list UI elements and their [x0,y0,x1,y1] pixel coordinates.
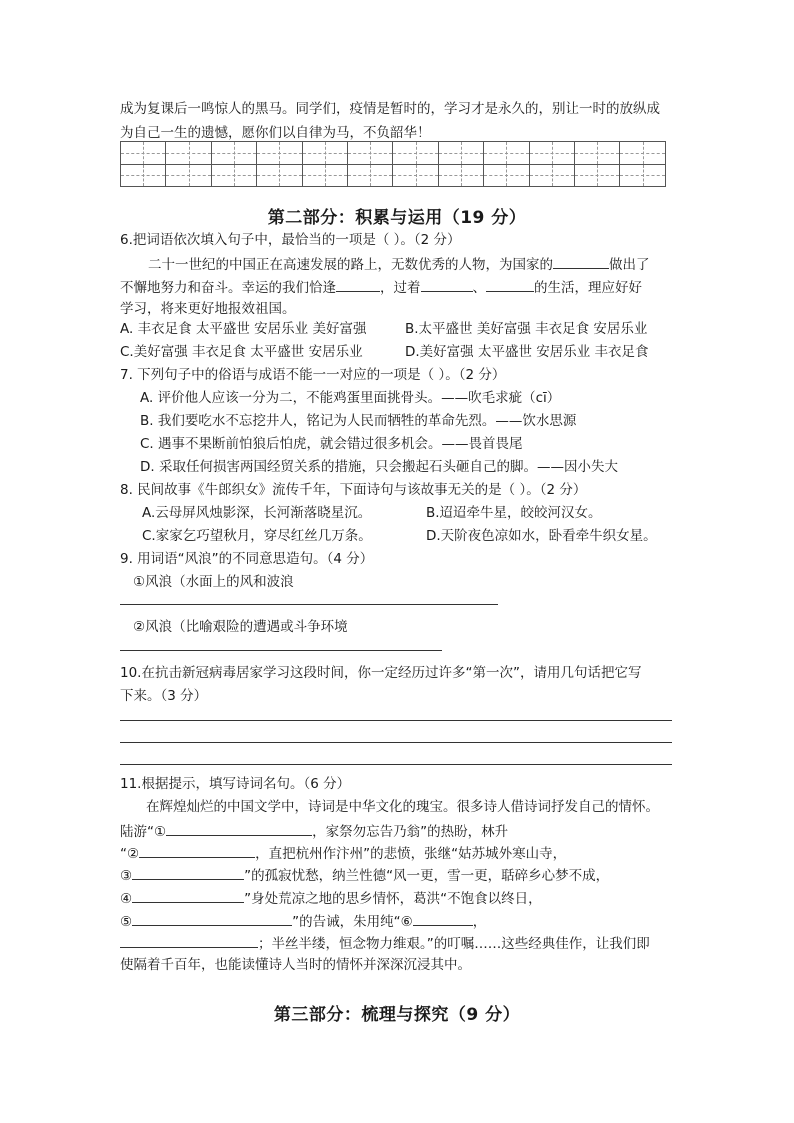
answer-blank[interactable] [413,910,473,926]
writing-grid[interactable] [120,141,666,187]
grid-cell[interactable] [302,142,347,165]
answer-blank[interactable] [132,887,244,903]
grid-cell[interactable] [211,164,256,187]
grid-cell[interactable] [257,164,302,187]
q6-text: 做出了 [609,257,650,273]
answer-blank[interactable] [421,276,473,292]
q6-option-a: A. 丰衣足食 太平盛世 安居乐业 美好富强 [120,321,367,337]
q6-option-b: B.太平盛世 美好富强 丰衣足食 安居乐业 [405,321,648,337]
q11-line-7 [120,932,650,954]
answer-blank[interactable] [139,842,255,858]
grid-cell[interactable] [575,142,620,165]
q6-passage-line-1 [148,253,650,275]
grid-row [121,164,666,187]
grid-cell[interactable] [257,142,302,165]
q8-stem: 8. 民间故事《牛郎织女》流传千年，下面诗句与该故事无关的是（ ）。（2 分） [120,482,587,498]
q11-text: ”的告诫，朱用纯“⑥ [292,914,413,930]
answer-blank[interactable] [120,932,258,948]
grid-cell[interactable] [393,142,438,165]
q11-text: ”的孤寂忧愁，纳兰性德“风一更，雪一更，聒碎乡心梦不成， [244,868,610,884]
answer-blank[interactable] [336,276,380,292]
answer-blank[interactable] [132,910,292,926]
q8-option-c: C.家家乞巧望秋月，穿尽红丝几万条。 [142,528,372,544]
q11-text: ④ [120,891,133,907]
q11-line-1: 在辉煌灿烂的中国文学中，诗词是中华文化的瑰宝。很多诗人借诗词抒发自己的情怀。 [146,799,659,815]
grid-row [121,142,666,165]
q6-option-d: D.美好富强 太平盛世 安居乐业 丰衣足食 [405,344,649,360]
q11-line-5 [120,887,542,909]
grid-cell[interactable] [438,164,483,187]
q10-answer-line[interactable] [120,764,672,765]
q11-text: “② [120,846,140,862]
q11-text: 陆游“① [120,824,167,840]
grid-cell[interactable] [620,164,666,187]
q6-option-c: C.美好富强 丰衣足食 太平盛世 安居乐业 [120,344,363,360]
grid-cell[interactable] [484,142,529,165]
q8-option-b: B.迢迢牵牛星，皎皎河汉女。 [426,505,602,521]
q11-line-3 [120,842,566,864]
grid-cell[interactable] [211,142,256,165]
grid-cell[interactable] [121,164,166,187]
q7-stem: 7. 下列句子中的俗语与成语不能一一对应的一项是（ ）。（2 分） [120,367,506,383]
q11-text: ，直把杭州作汴州”的悲愤，张继“姑苏城外寒山寺， [255,846,567,862]
grid-cell[interactable] [529,142,574,165]
q7-option-a: A. 评价他人应该一分为二，不能鸡蛋里面挑骨头。——吹毛求疵（cī） [140,390,561,406]
q6-stem: 6.把词语依次填入句子中，最恰当的一项是（ ）。（2 分） [120,232,461,248]
grid-cell[interactable] [438,142,483,165]
q11-line-8: 使隔着千百年，也能读懂诗人当时的情怀并深深沉浸其中。 [120,957,471,973]
q10-answer-line[interactable] [120,742,672,743]
grid-cell[interactable] [121,142,166,165]
q11-text: ；半丝半缕，恒念物力维艰。”的叮嘱……这些经典佳作，让我们即 [258,936,650,952]
q6-passage-line-2 [120,276,642,298]
q11-line-2 [120,820,508,842]
q6-text: 、 [472,280,486,296]
q6-text: 的生活，理应好好 [534,280,642,296]
grid-cell[interactable] [575,164,620,187]
q8-option-d: D.天阶夜色凉如水，卧看牵牛织女星。 [426,528,657,544]
q6-text: 二十一世纪的中国正在高速发展的路上，无数优秀的人物，为国家的 [148,257,553,273]
q9-item-2: ②风浪（比喻艰险的遭遇或斗争环境 [133,619,348,635]
q9-item-1: ①风浪（水面上的风和波浪 [133,574,294,590]
part2-heading: 第二部分：积累与运用（19 分） [267,208,527,228]
q7-option-c: C. 遇事不果断前怕狼后怕虎，就会错过很多机会。——畏首畏尾 [140,436,523,452]
grid-cell[interactable] [302,164,347,187]
answer-blank[interactable] [553,253,609,269]
grid-cell[interactable] [166,164,211,187]
q11-text: ③ [120,868,133,884]
q11-text: ⑤ [120,914,133,930]
answer-blank[interactable] [486,276,534,292]
q10-stem-line-2: 下来。（3 分） [120,688,208,704]
grid-cell[interactable] [393,164,438,187]
q11-text: ，家祭勿忘告乃翁”的热盼，林升 [312,824,509,840]
grid-cell[interactable] [529,164,574,187]
q11-text: ”身处荒凉之地的思乡情怀，葛洪“不饱食以终日， [244,891,542,907]
part3-heading: 第三部分：梳理与探究（9 分） [273,1005,521,1025]
q11-line-4 [120,864,609,886]
intro-line-1: 成为复课后一鸣惊人的黑马。同学们，疫情是暂时的，学习才是永久的，别让一时的放纵成 [120,101,660,117]
q10-stem-line-1: 10.在抗击新冠病毒居家学习这段时间，你一定经历过许多“第一次”，请用几句话把它写 [120,665,642,681]
q11-line-6 [120,910,486,932]
q9-answer-line-1[interactable] [120,604,498,605]
answer-blank[interactable] [132,864,244,880]
q9-answer-line-2[interactable] [120,650,442,651]
q8-option-a: A.云母屏风烛影深，长河渐落晓星沉。 [142,505,372,521]
grid-cell[interactable] [166,142,211,165]
q6-text: ，过着 [380,280,421,296]
answer-blank[interactable] [166,820,312,836]
q7-option-d: D. 采取任何损害两国经贸关系的措施，只会搬起石头砸自己的脚。——因小失大 [140,459,618,475]
grid-cell[interactable] [348,164,393,187]
q10-answer-line[interactable] [120,720,672,721]
q7-option-b: B. 我们要吃水不忘挖井人，铭记为人民而牺牲的革命先烈。——饮水思源 [140,413,577,429]
grid-cell[interactable] [348,142,393,165]
intro-line-2: 为自己一生的遗憾，愿你们以自律为马，不负韶华！ [120,125,431,141]
q11-stem: 11.根据提示，填写诗词名句。（6 分） [120,776,351,792]
q6-passage-line-3: 学习，将来更好地报效祖国。 [120,301,296,317]
q6-text: 不懈地努力和奋斗。幸运的我们恰逢 [120,280,336,296]
q9-stem: 9. 用词语“风浪”的不同意思造句。（4 分） [120,551,374,567]
grid-cell[interactable] [620,142,666,165]
grid-cell[interactable] [484,164,529,187]
q11-text: ， [472,914,487,930]
